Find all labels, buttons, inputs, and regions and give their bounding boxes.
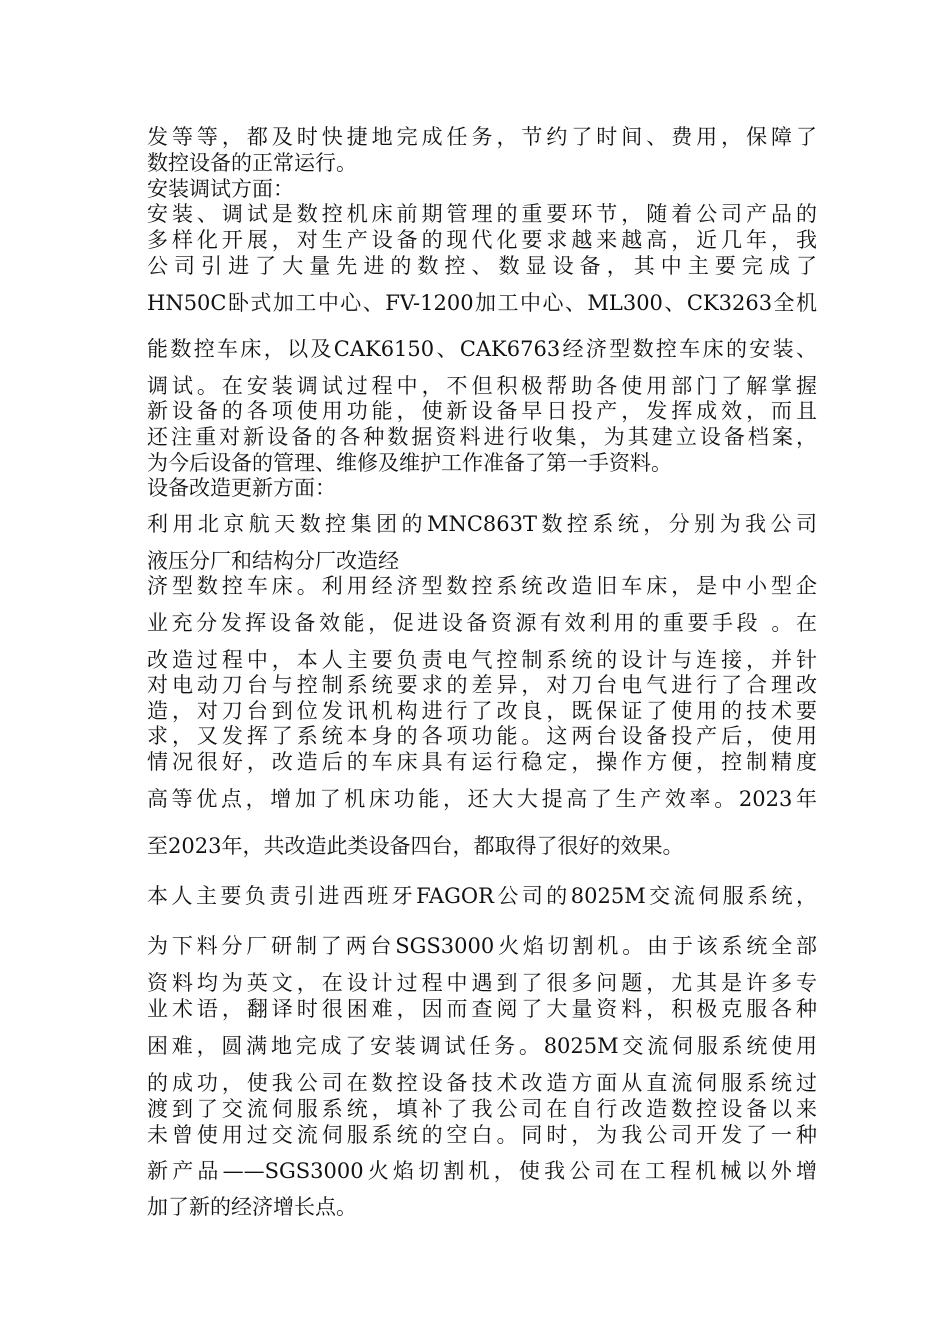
section-heading: 安装调试方面： — [147, 177, 294, 201]
text-line: HN50C卧式加工中心、FV-1200加工中心、ML300、CK3263全机 — [147, 291, 817, 315]
text-line: 新设备的各项使用功能，使新设备早日投产，发挥成效，而且 — [147, 399, 817, 423]
text-line: 求，又发挥了系统本身的各项功能。这两台设备投产后，使用 — [147, 724, 817, 748]
text-line: 发等等，都及时快捷地完成任务，节约了时间、费用，保障了 — [147, 125, 817, 149]
text-line: 渡到了交流伺服系统，填补了我公司在自行改造数控设备以来 — [147, 1097, 817, 1121]
text-line: 对电动刀台与控制系统要求的差异，对刀台电气进行了合理改 — [147, 673, 817, 697]
text-line: 业充分发挥设备效能，促进设备资源有效利用的重要手段 。在 — [147, 611, 817, 635]
text-line: 未曾使用过交流伺服系统的空白。同时，为我公司开发了一种 — [147, 1123, 817, 1147]
text-line: 多样化开展，对生产设备的现代化要求越来越高，近几年，我 — [147, 228, 817, 252]
text-line: 本人主要负责引进西班牙FAGOR公司的8025M交流伺服系统， — [147, 884, 817, 908]
text-line: 高等优点，增加了机床功能，还大大提高了生产效率。2023年 — [147, 787, 817, 811]
text-line: 至2023年，共改造此类设备四台，都取得了很好的效果。 — [147, 834, 684, 858]
text-line: 为下料分厂研制了两台SGS3000火焰切割机。由于该系统全部 — [147, 934, 817, 958]
text-line: 业术语，翻译时很困难，因而查阅了大量资料，积极克服各种 — [147, 997, 817, 1021]
text-line: 数控设备的正常运行。 — [147, 151, 357, 175]
text-line: 利用北京航天数控集团的MNC863T数控系统，分别为我公司 — [147, 512, 817, 536]
text-line: 困难，圆满地完成了安装调试任务。8025M交流伺服系统使用 — [147, 1034, 817, 1058]
text-line: 加了新的经济增长点。 — [147, 1195, 357, 1219]
text-line: 为今后设备的管理、维修及维护工作准备了第一手资料。 — [147, 451, 672, 475]
text-line: 造，对刀台到位发讯机构进行了改良，既保证了使用的技术要 — [147, 699, 817, 723]
text-line: 新产品——SGS3000火焰切割机，使我公司在工程机械以外增 — [147, 1159, 817, 1183]
section-heading: 设备改造更新方面： — [147, 476, 336, 500]
text-line: 液压分厂和结构分厂改造经 — [147, 549, 399, 573]
text-line: 的成功，使我公司在数控设备技术改造方面从直流伺服系统过 — [147, 1071, 817, 1095]
text-line: 安装、调试是数控机床前期管理的重要环节，随着公司产品的 — [147, 202, 817, 226]
text-line: 能数控车床，以及CAK6150、CAK6763经济型数控车床的安装、 — [147, 337, 817, 361]
text-line: 还注重对新设备的各种数据资料进行收集，为其建立设备档案， — [147, 425, 817, 449]
text-line: 改造过程中，本人主要负责电气控制系统的设计与连接，并针 — [147, 648, 817, 672]
text-line: 济型数控车床。利用经济型数控系统改造旧车床，是中小型企 — [147, 574, 817, 598]
text-line: 调试。在安装调试过程中，不但积极帮助各使用部门了解掌握 — [147, 374, 817, 398]
text-line: 资料均为英文，在设计过程中遇到了很多问题，尤其是许多专 — [147, 971, 817, 995]
text-line: 公司引进了大量先进的数控、数显设备，其中主要完成了 — [147, 254, 817, 278]
text-line: 情况很好，改造后的车床具有运行稳定，操作方便，控制精度 — [147, 750, 817, 774]
